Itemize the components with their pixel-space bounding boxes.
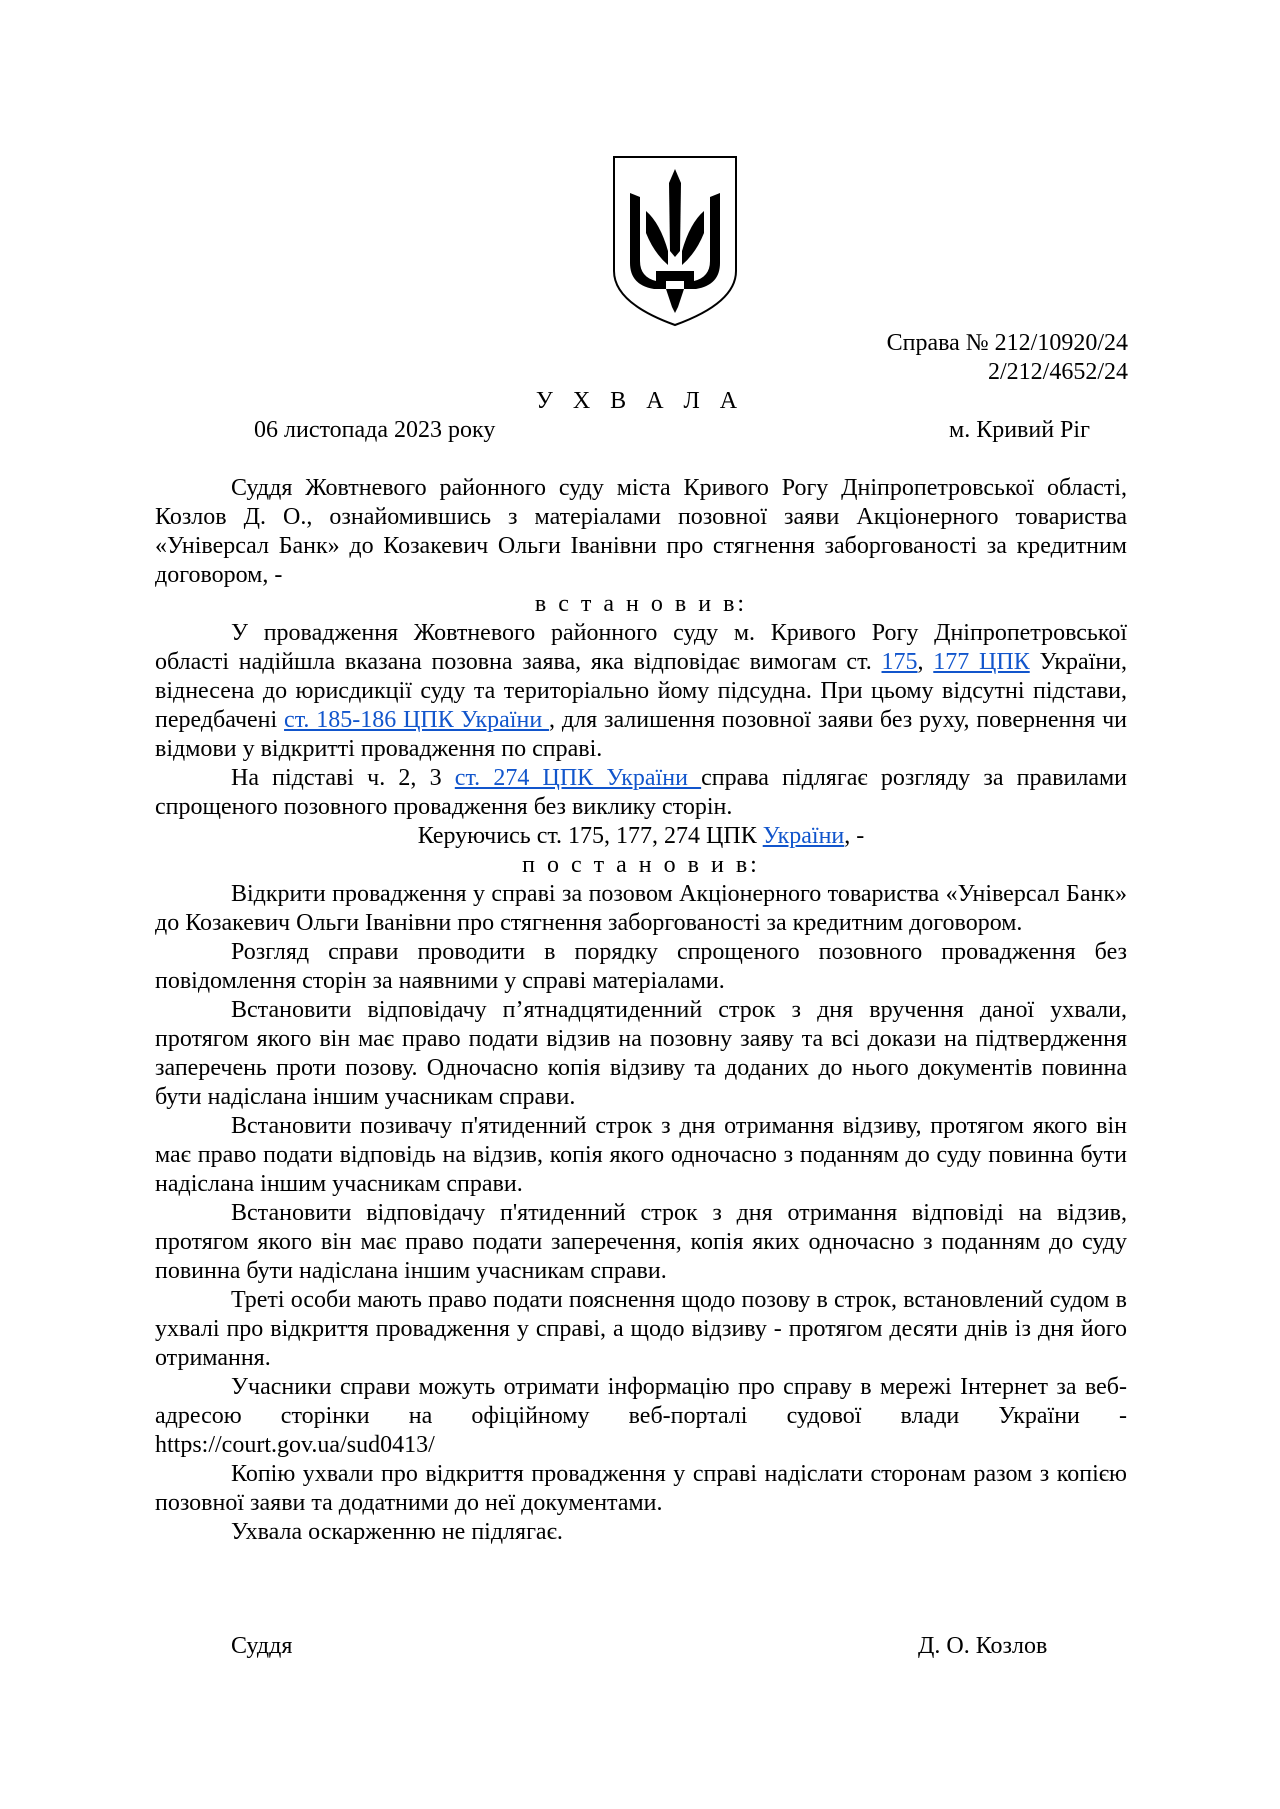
established-heading: в с т а н о в и в: (534, 591, 748, 617)
resolution-online-info (155, 1373, 1127, 1460)
resolution-plaintiff-deadline: Встановити позивачу п'ятиденний строк з дня отримання відзиву, протягом якого він має право подати відповідь на відзив, копія якого одночасно з поданням до суду повинна бути надіслана іншим учасникам справи. (155, 1113, 1127, 1197)
paragraph-jurisdiction (155, 619, 1127, 764)
case-number-secondary: 2/212/4652/24 (987, 359, 1128, 385)
paragraph-text: Учасники справи можуть отримати інформацію про справу в мережі Інтернет за веб-адресою сторінки на офіційному веб-порталі судової влади України - (155, 1374, 1127, 1429)
paragraph-text: України, віднесена до юрисдикції суду та територіально йому підсудна. При цьому відсутні підстави, передбачені (155, 649, 1128, 733)
resolved-heading: п о с т а н о в и в: (522, 852, 760, 878)
case-number: Справа № 212/10920/24 (886, 330, 1128, 356)
resolution-defendant-deadline: Встановити відповідачу п’ятнадцятиденний строк з дня вручення даної ухвали, протягом якого він має право подати відзив на позовну заяву та всі докази на підтвердження заперечень проти позову. Одночасно копія відзиву та доданих до нього документів повинна бути надіслана іншим учасникам справи. (155, 997, 1127, 1110)
resolution-open-proceedings: Відкрити провадження у справі за позовом Акціонерного товариства «Універсал Банк» до Козакевич Ольги Іванівни про стягнення заборгованості за кредитним договором. (155, 881, 1127, 936)
link-article-175[interactable]: 175 (881, 649, 918, 675)
document-body (155, 474, 1127, 1547)
resolution-simplified-procedure: Розгляд справи проводити в порядку спрощеного позовного провадження без повідомлення сторін за наявними у справі матеріалами. (155, 939, 1127, 994)
link-article-274[interactable]: ст. 274 ЦПК України (454, 765, 702, 791)
paragraph-text: У провадження Жовтневого районного суду м. Кривого Рогу Дніпропетровської області надійшла вказана позовна заява, яка відповідає вимогам ст. (155, 620, 1127, 675)
paragraph-text: На підставі ч. 2, 3 (231, 765, 455, 791)
signature-label: Суддя (231, 1633, 293, 1659)
guided-text: Керуючись ст. 175, 177, 274 ЦПК (417, 823, 763, 849)
separator: , (917, 649, 934, 675)
link-article-185-186[interactable]: ст. 185-186 ЦПК України (284, 707, 550, 733)
paragraph-procedure (155, 764, 1127, 822)
document-title: У Х В А Л А (535, 388, 745, 414)
resolution-objection-deadline: Встановити відповідачу п'ятиденний строк з дня отримання відповіді на відзив, протягом якого він має право подати заперечення, копія яких одночасно з поданням до суду повинна бути надіслана іншим учасникам справи. (155, 1200, 1127, 1284)
document-city: м. Кривий Ріг (949, 417, 1090, 443)
link-ukraine[interactable]: України (762, 823, 845, 849)
guided-line (155, 822, 1127, 851)
resolution-send-copy: Копію ухвали про відкриття провадження у справі надіслати сторонам разом з копією позовної заяви та додатними до неї документами. (155, 1461, 1127, 1516)
signature-name: Д. О. Козлов (918, 1633, 1048, 1659)
guided-text: , - (844, 823, 865, 849)
intro-paragraph: Суддя Жовтневого районного суду міста Кривого Рогу Дніпропетровської області, Козлов Д. О., ознайомившись з матеріалами позовної заяви Акціонерного товариства «Універсал Банк» до Козакевич Ольги Іванівни про стягнення заборгованості за кредитним договором, - (155, 475, 1127, 588)
resolution-third-parties: Треті особи мають право подати пояснення щодо позову в строк, встановлений судом в ухвалі про відкриття провадження у справі, а щодо відзиву - протягом десяти днів із дня його отримання. (155, 1287, 1127, 1371)
trident-emblem-icon (610, 153, 740, 328)
document-date: 06 листопада 2023 року (254, 417, 496, 443)
paragraph-text: , для залишення позовної заяви без руху, повернення чи відмови у відкритті провадження по справі. (155, 707, 1128, 762)
link-article-177[interactable]: 177 ЦПК (933, 649, 1030, 675)
paragraph-text: справа підлягає розгляду за правилами спрощеного позовного провадження без виклику сторін. (155, 765, 1127, 820)
court-url: https://court.gov.ua/sud0413/ (155, 1432, 435, 1458)
resolution-not-appealable: Ухвала оскарженню не підлягає. (231, 1519, 563, 1545)
